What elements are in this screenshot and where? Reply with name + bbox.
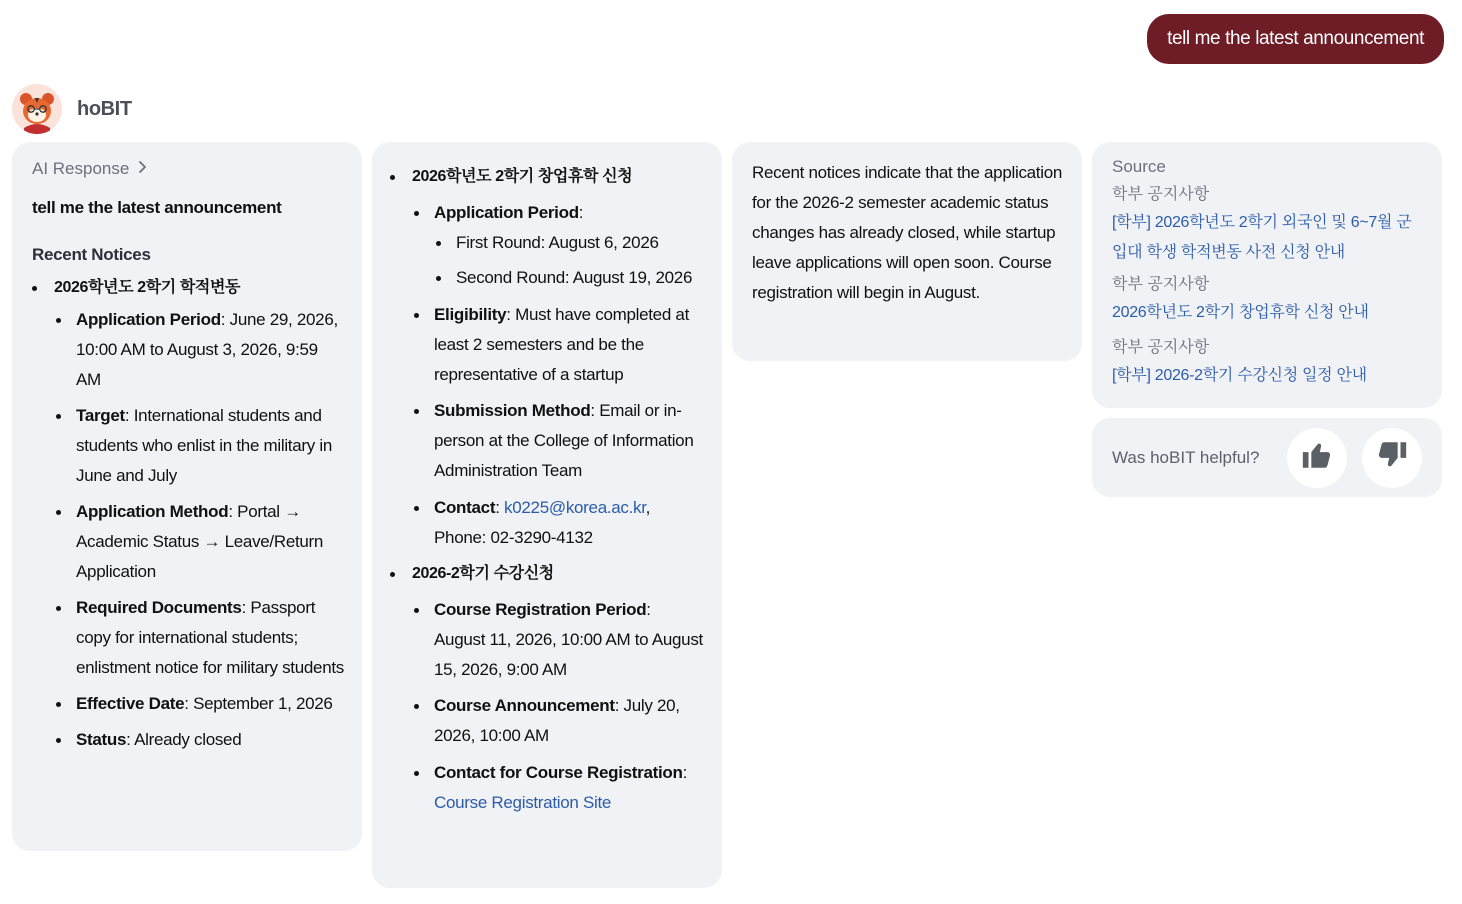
detail-label: Contact	[434, 498, 496, 517]
source-item	[1112, 335, 1422, 391]
list-item: Second Round: August 19, 2026	[434, 263, 704, 293]
notice-list	[32, 273, 344, 755]
notice-list	[390, 162, 704, 818]
section-title: Recent Notices	[32, 245, 151, 264]
source-card	[1092, 142, 1442, 408]
list-item	[54, 725, 344, 755]
detail-label: Required Documents	[76, 598, 242, 617]
notice-detail-list	[54, 305, 344, 755]
list-item	[32, 273, 344, 755]
source-category: 학부 공지사항	[1112, 186, 1210, 203]
detail-text: : Passport copy for international students; enlistment notice for military students	[76, 598, 344, 677]
source-item	[1112, 272, 1422, 328]
detail-label: Contact for Course Registration	[434, 763, 683, 782]
list-item	[412, 691, 704, 751]
list-item	[412, 198, 704, 293]
response-question: tell me the latest announcement	[32, 198, 282, 217]
feedback-question: Was hoBIT helpful?	[1112, 447, 1260, 467]
notice-detail-list	[412, 198, 704, 553]
list-item	[390, 162, 704, 553]
detail-label: Eligibility	[434, 305, 507, 324]
source-category: 학부 공지사항	[1112, 276, 1210, 293]
response-card-1	[12, 142, 362, 851]
detail-label: Target	[76, 406, 125, 425]
list-item	[412, 300, 704, 390]
summary-card	[732, 142, 1082, 361]
thumbs-down-icon	[1375, 438, 1409, 477]
list-item: First Round: August 6, 2026	[434, 228, 704, 258]
detail-text: : August 11, 2026, 10:00 AM to August 15, 2026, 9:00 AM	[434, 600, 703, 679]
detail-label: Submission Method	[434, 401, 591, 420]
list-item	[54, 593, 344, 683]
detail-label: Effective Date	[76, 694, 185, 713]
chevron-right-icon	[135, 159, 149, 179]
source-link[interactable]: [학부] 2026학년도 2학기 외국인 및 6~7월 군입대 학생 학적변동 사전 신청 안내	[1112, 214, 1412, 261]
notice-title: 2026학년도 2학기 창업휴학 신청	[412, 168, 633, 185]
list-item	[54, 497, 344, 587]
course-registration-link[interactable]: Course Registration Site	[434, 793, 612, 812]
source-link[interactable]: 2026학년도 2학기 창업휴학 신청 안내	[1112, 304, 1369, 321]
contact-phone: , Phone: 02-3290-4132	[434, 498, 651, 547]
summary-text: Recent notices indicate that the application for the 2026-2 semester academic status changes has already closed, while startup leave applications will open soon. Course registration will begin in August.	[752, 163, 1063, 302]
list-item	[390, 559, 704, 818]
round-list	[434, 228, 704, 293]
detail-text: : International students and students who enlist in the military in June and July	[76, 406, 333, 485]
detail-text: : Portal → Academic Status → Leave/Return Application	[76, 502, 324, 581]
list-item	[54, 689, 344, 719]
list-item	[412, 396, 704, 486]
thumbs-up-button[interactable]	[1287, 428, 1347, 488]
detail-text: : June 29, 2026, 10:00 AM to August 3, 2026, 9:59 AM	[76, 310, 338, 389]
detail-label: Status	[76, 730, 127, 749]
list-item	[412, 758, 704, 818]
thumbs-up-icon	[1300, 438, 1334, 477]
list-item	[54, 401, 344, 491]
detail-text: :	[578, 203, 584, 222]
detail-text: :	[495, 498, 505, 517]
bot-name: hoBIT	[77, 97, 132, 120]
detail-text: :	[682, 763, 687, 782]
source-category: 학부 공지사항	[1112, 339, 1210, 356]
list-item	[412, 493, 704, 553]
bot-avatar-icon	[12, 84, 62, 134]
notice-title: 2026학년도 2학기 학적변동	[54, 279, 241, 296]
detail-label: Application Period	[76, 310, 221, 329]
response-card-2	[372, 142, 722, 888]
contact-email-link[interactable]: k0225@korea.ac.kr	[504, 498, 646, 517]
detail-label: Application Method	[76, 502, 229, 521]
ai-response-label: AI Response	[32, 159, 130, 178]
detail-text: : September 1, 2026	[184, 694, 333, 713]
detail-text: : Already closed	[126, 730, 242, 749]
thumbs-down-button[interactable]	[1362, 428, 1422, 488]
source-item	[1112, 182, 1422, 268]
list-item	[412, 595, 704, 685]
detail-label: Application Period	[434, 203, 579, 222]
bot-header	[12, 84, 132, 134]
detail-label: Course Announcement	[434, 696, 615, 715]
detail-text: : Must have completed at least 2 semesters and be the representative of a startup	[434, 305, 689, 384]
detail-text: : July 20, 2026, 10:00 AM	[434, 696, 680, 745]
notice-detail-list	[412, 595, 704, 818]
source-title: Source	[1112, 157, 1166, 176]
detail-label: Course Registration Period	[434, 600, 647, 619]
list-item	[54, 305, 344, 395]
user-message-text: tell me the latest announcement	[1167, 28, 1424, 49]
detail-text: : Email or in-person at the College of Information Administration Team	[434, 401, 694, 480]
source-link[interactable]: [학부] 2026-2학기 수강신청 일정 안내	[1112, 367, 1367, 384]
user-message-bubble	[1147, 14, 1444, 64]
feedback-card	[1092, 418, 1442, 497]
notice-title: 2026-2학기 수강신청	[412, 565, 554, 582]
ai-response-toggle[interactable]	[32, 158, 344, 180]
